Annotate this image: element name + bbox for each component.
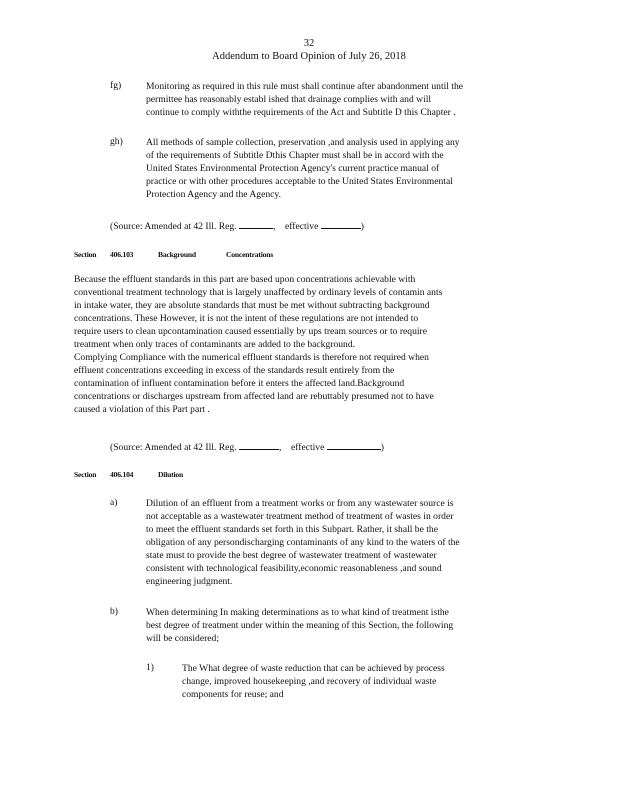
item-b-line: will be considered;: [146, 633, 219, 644]
item-marker-fg: fg): [110, 80, 122, 91]
date-blank: [321, 219, 361, 229]
body-line: contamination of influent contamination before it enters the affected land.Background: [74, 378, 405, 389]
effective-label: effective: [284, 221, 319, 232]
page-number: 32: [303, 38, 315, 49]
section-title: Background: [158, 250, 196, 259]
item-1-line: change, improved housekeeping ,and recovery of individual waste: [182, 676, 437, 687]
body-line: conventional treatment technology that is largely unaffected by ordinary levels of contamin ants: [74, 287, 443, 298]
date-blank: [327, 440, 381, 450]
body-line: Because the effluent standards in this part are based upon concentrations achievable with: [74, 274, 416, 285]
item-a-line: Dilution of an effluent from a treatment works or from any wastewater source is: [146, 498, 454, 509]
item-marker-1: 1): [146, 662, 154, 673]
item-a-line: not acceptable as a wastewater treatment method of treatment of wastes in order: [146, 511, 454, 522]
effective-label: effective: [290, 442, 325, 453]
item-gh-line: Protection Agency and the Agency.: [146, 189, 281, 200]
item-fg-line: permittee has reasonably establ ished that drainage complies with and will: [146, 94, 432, 105]
section-title: Dilution: [158, 470, 183, 479]
item-fg-text: [146, 80, 536, 119]
item-a-line: obligation of any persondischarging contaminants of any kind to the waters of the: [146, 537, 460, 548]
section-label: Section: [74, 250, 97, 259]
item-gh-text: [146, 136, 536, 201]
item-gh-line: practice or with other procedures acceptable to the United States Environmental: [146, 176, 453, 187]
body-line: concentrations or discharges upstream from affected land are rebuttably presumed not to have: [74, 391, 434, 402]
item-a-line: consistent with technological feasibility,economic reasonableness ,and sound: [146, 563, 442, 574]
section-label: Section: [74, 470, 97, 479]
item-1-line: components for reuse; and: [182, 689, 284, 700]
item-a-text: [146, 497, 536, 588]
item-a-line: to meet the effluent standards set forth in this Subpart. Rather, it shall be the: [146, 524, 438, 535]
item-a-line: state must to provide the best degree of wastewater treatment of wastewater: [146, 550, 437, 561]
body-line: in intake water, they are absolute standards that must be met without subtracting background: [74, 300, 430, 311]
section-number: 406.104: [110, 470, 134, 479]
reg-blank: [239, 440, 279, 450]
item-gh-line: United States Environmental Protection Agency's current practice manual of: [146, 163, 440, 174]
source-label: (Source: Amended at 42 Ill. Reg.: [110, 221, 237, 232]
item-b-text: [146, 606, 536, 645]
item-gh-line: All methods of sample collection, preservation ,and analysis used in applying any: [146, 137, 460, 148]
section-number: 406.103: [110, 250, 134, 259]
body-line: effluent concentrations exceeding in excess of the standards result entirely from the: [74, 365, 395, 376]
item-1-line: The What degree of waste reduction that can be achieved by process: [182, 663, 445, 674]
item-1-text: [182, 662, 522, 701]
body-line: caused a violation of this Part part .: [74, 404, 210, 415]
source-note-1: (Source: Amended at 42 Ill. Reg. , effective ): [110, 221, 364, 232]
section-heading-104: [74, 470, 274, 482]
item-gh-line: of the requirements of Subtitle Dthis Chapter must shall be in accord with the: [146, 150, 444, 161]
body-line: Complying Compliance with the numerical effluent standards is therefore not required when: [74, 352, 429, 363]
item-marker-b: b): [110, 606, 118, 617]
body-line: concentrations. These However, it is not the intent of these regulations are not intended to: [74, 313, 419, 324]
source-note-2: (Source: Amended at 42 Ill. Reg. , effective ): [110, 442, 384, 453]
section-heading-103: [74, 250, 374, 262]
section-103-body: [74, 273, 536, 416]
item-fg-line: Monitoring as required in this rule must shall continue after abandonment until the: [146, 81, 464, 92]
item-a-line: engineering judgment.: [146, 576, 233, 587]
reg-blank: [239, 219, 273, 229]
source-label: (Source: Amended at 42 Ill. Reg.: [110, 442, 237, 453]
item-b-line: When determining In making determinations as to what kind of treatment isthe: [146, 607, 449, 618]
page-subtitle: Addendum to Board Opinion of July 26, 2018: [212, 51, 406, 62]
item-marker-a: a): [110, 497, 118, 508]
body-line: require users to clean upcontamination caused essentially by ups tream sources or to require: [74, 326, 427, 337]
section-title: Concentrations: [226, 250, 273, 259]
body-line: treatment when only traces of contaminants are added to the background.: [74, 339, 356, 350]
item-fg-line: continue to comply withthe requirements of the Act and Subtitle D this Chapter .: [146, 107, 456, 118]
item-marker-gh: gh): [110, 136, 123, 147]
item-b-line: best degree of treatment under within the meaning of this Section, the following: [146, 620, 454, 631]
